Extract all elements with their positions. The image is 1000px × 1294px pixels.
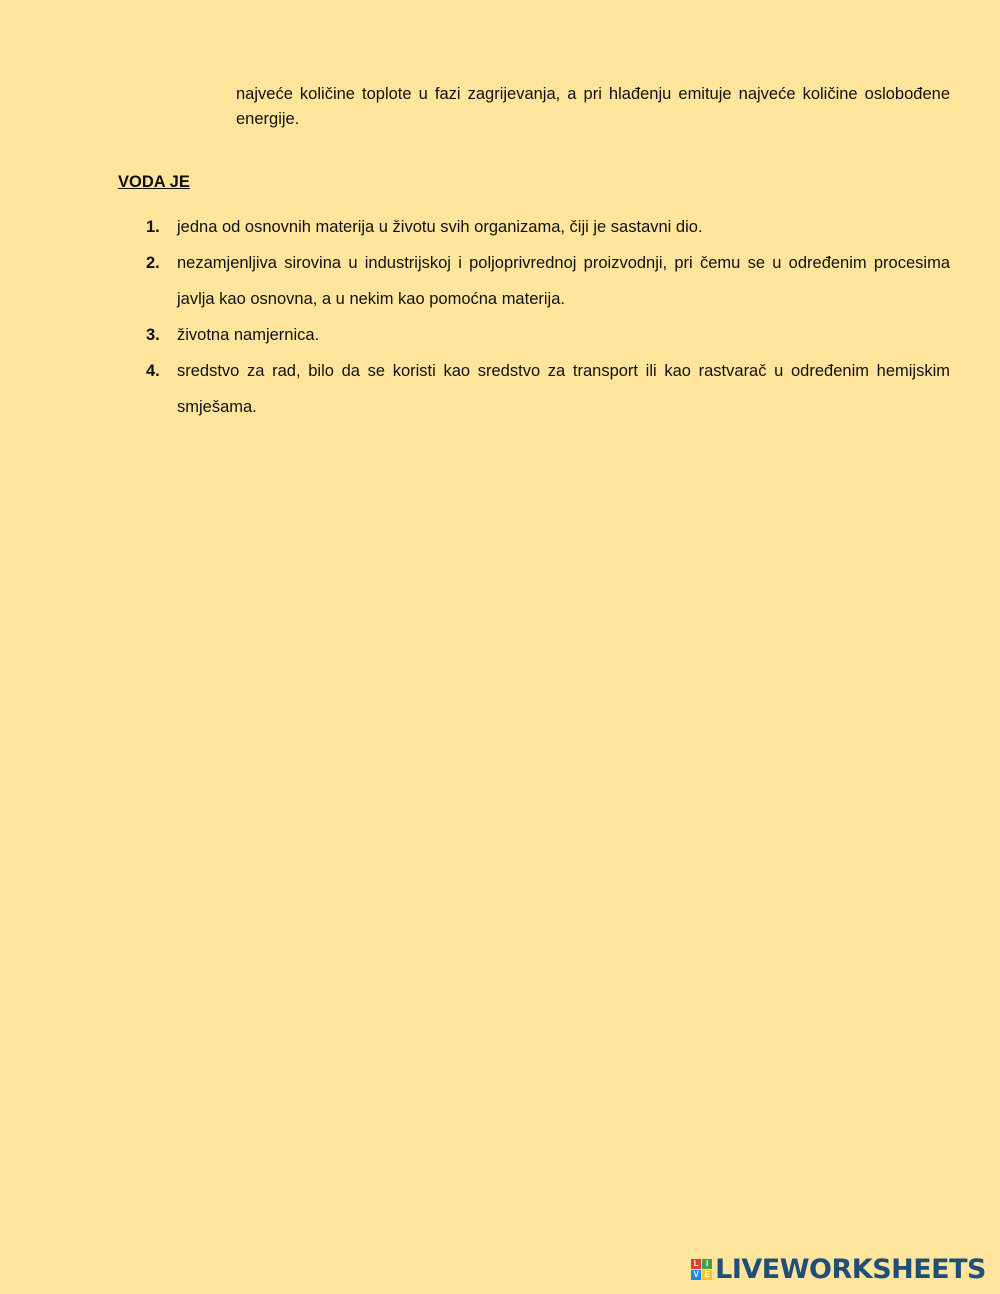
logo-text: LIVEWORKSHEETS <box>715 1253 986 1285</box>
list-item-number: 4. <box>146 362 160 380</box>
list-item-number: 1. <box>146 218 160 236</box>
section-heading: VODA JE <box>118 173 190 191</box>
list-item <box>146 353 950 425</box>
logo-letter: L <box>691 1259 701 1269</box>
facts-list <box>146 209 950 425</box>
logo-icon <box>691 1259 712 1280</box>
logo-letter: E <box>702 1270 712 1280</box>
list-item-text: nezamjenljiva sirovina u industrijskoj i poljoprivrednoj proizvodnji, pri čemu se u određenim procesima javlja kao osnovna, a u nekim kao pomoćna materija. <box>177 254 950 308</box>
list-item-number: 3. <box>146 326 160 344</box>
continued-paragraph: najveće količine toplote u fazi zagrijevanja, a pri hlađenju emituje najveće količine oslobođene energije. <box>236 85 950 128</box>
logo-letter: I <box>702 1259 712 1269</box>
list-item-text: jedna od osnovnih materija u životu svih organizama, čiji je sastavni dio. <box>177 218 703 236</box>
liveworksheets-logo[interactable] <box>691 1254 986 1284</box>
list-item-number: 2. <box>146 254 160 272</box>
list-item <box>146 317 950 353</box>
logo-letter: V <box>691 1270 701 1280</box>
list-item-text: životna namjernica. <box>177 326 320 344</box>
list-item <box>146 245 950 317</box>
list-item <box>146 209 950 245</box>
list-item-text: sredstvo za rad, bilo da se koristi kao sredstvo za transport ili kao rastvarač u određenim hemijskim smješama. <box>177 362 950 416</box>
